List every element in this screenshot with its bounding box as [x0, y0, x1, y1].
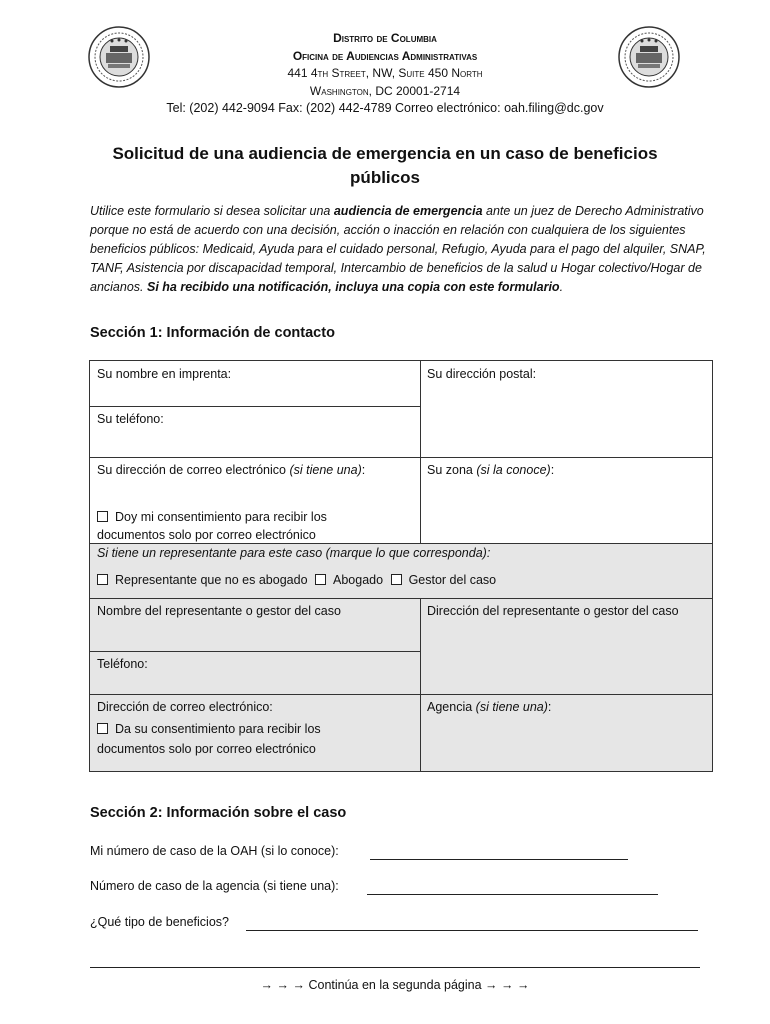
email-label: Su dirección de correo electrónico [97, 463, 290, 477]
contact-info-table [89, 360, 713, 772]
zone-field[interactable] [420, 457, 712, 543]
divider [90, 598, 712, 599]
zone-note: (si la conoce) [476, 463, 551, 477]
rep-address-label: Dirección del representante o gestor del caso [427, 604, 679, 618]
rep-opt2-checkbox[interactable] [315, 574, 326, 585]
rep-opt3-label: Gestor del caso [408, 573, 497, 587]
header-contact: Tel: (202) 442-9094 Fax: (202) 442-4789 Correo electrónico: oah.filing@dc.gov [166, 101, 604, 115]
rep-question-text: Si tiene un representante para este caso (marque lo que corresponda): [97, 546, 491, 560]
rep-question [90, 543, 712, 598]
divider [90, 651, 420, 652]
email-consent[interactable] [90, 507, 420, 543]
rep-address-field[interactable] [420, 598, 712, 694]
divider [90, 967, 700, 968]
form-title-line1: Solicitud de una audiencia de emergencia en un caso de beneficios [112, 144, 658, 163]
intro-text [90, 202, 710, 297]
continue-note: → → → Continúa en la segunda página → → → [260, 978, 530, 992]
rep-phone-label: Teléfono: [97, 657, 148, 671]
rep-phone-field[interactable] [90, 651, 420, 694]
phone-label: Su teléfono: [97, 412, 164, 426]
zone-label: Su zona [427, 463, 477, 477]
email-note: (si tiene una) [289, 463, 362, 477]
divider [90, 457, 712, 458]
agency-case-input[interactable] [367, 894, 658, 895]
name-field[interactable] [90, 361, 420, 406]
form-title [90, 142, 680, 190]
rep-opt1-checkbox[interactable] [97, 574, 108, 585]
header-office: Oficina de Audiencias Administrativas [292, 48, 478, 63]
intro-bold1: audiencia de emergencia [333, 204, 483, 218]
rep-consent-line1: Da su consentimiento para recibir los [115, 722, 321, 736]
zone-colon: : [550, 463, 555, 477]
section1-title: Sección 1: Información de contacto [90, 325, 335, 341]
benefit-type-label: ¿Qué tipo de beneficios? [90, 915, 229, 929]
intro-part2: ante un juez de Derecho Administrativo porque no está de acuerdo con una decisión, acción o inacción en relación con cualquiera de los siguientes beneficios públicos: Medicaid, Ayuda para el cuidado personal, Refugio, Ayuda para el pago del alquiler, SNAP, TANF, Asistencia por discapacidad temporal, Intercambio de beneficios de la salud u Hogar colectivo/Hogar de ancianos. [90, 204, 706, 294]
email-colon: : [361, 463, 366, 477]
agency-field[interactable] [420, 694, 712, 771]
oah-case-input[interactable] [370, 859, 628, 860]
agency-header [120, 30, 650, 115]
rep-email-label: Dirección de correo electrónico: [97, 700, 273, 714]
rep-consent-checkbox[interactable] [97, 723, 108, 734]
intro-part3: . [559, 280, 564, 294]
rep-opt3-checkbox[interactable] [391, 574, 402, 585]
divider [90, 543, 712, 544]
rep-name-label: Nombre del representante o gestor del caso [97, 604, 341, 618]
email-consent-checkbox[interactable] [97, 511, 108, 522]
phone-field[interactable] [90, 406, 420, 457]
agency-note: (si tiene una) [475, 700, 548, 714]
agency-label: Agencia [427, 700, 476, 714]
header-street: 441 4th Street, NW, Suite 450 North [287, 66, 483, 80]
header-city: Washington, DC 20001-2714 [309, 83, 461, 98]
intro-bold2: Si ha recibido una notificación, incluya una copia con este formulario [146, 280, 560, 294]
section2-title: Sección 2: Información sobre el caso [90, 805, 347, 821]
rep-name-field[interactable] [90, 598, 420, 651]
consent-line1: Doy mi consentimiento para recibir los [115, 510, 327, 524]
divider [90, 694, 712, 695]
agency-case-label: Número de caso de la agencia (si tiene una): [90, 879, 339, 893]
rep-opt2-label: Abogado [333, 573, 384, 587]
rep-opt1-label: Representante que no es abogado [115, 573, 308, 587]
address-field[interactable] [420, 361, 712, 457]
form-title-line2: públicos [350, 168, 420, 187]
divider [90, 406, 420, 407]
rep-consent-line2: documentos solo por correo electrónico [97, 742, 316, 756]
agency-colon: : [547, 700, 552, 714]
intro-part1: Utilice este formulario si desea solicitar una [90, 204, 334, 218]
rep-email-field[interactable] [90, 694, 420, 771]
benefit-type-input[interactable] [246, 930, 698, 931]
oah-case-label: Mi número de caso de la OAH (si lo conoce): [90, 844, 339, 858]
header-district: Distrito de Columbia [333, 31, 437, 45]
name-label: Su nombre en imprenta: [97, 367, 232, 381]
divider [420, 361, 421, 543]
divider [420, 598, 421, 771]
consent-line2: documentos solo por correo electrónico [97, 528, 316, 542]
address-label: Su dirección postal: [427, 367, 537, 381]
